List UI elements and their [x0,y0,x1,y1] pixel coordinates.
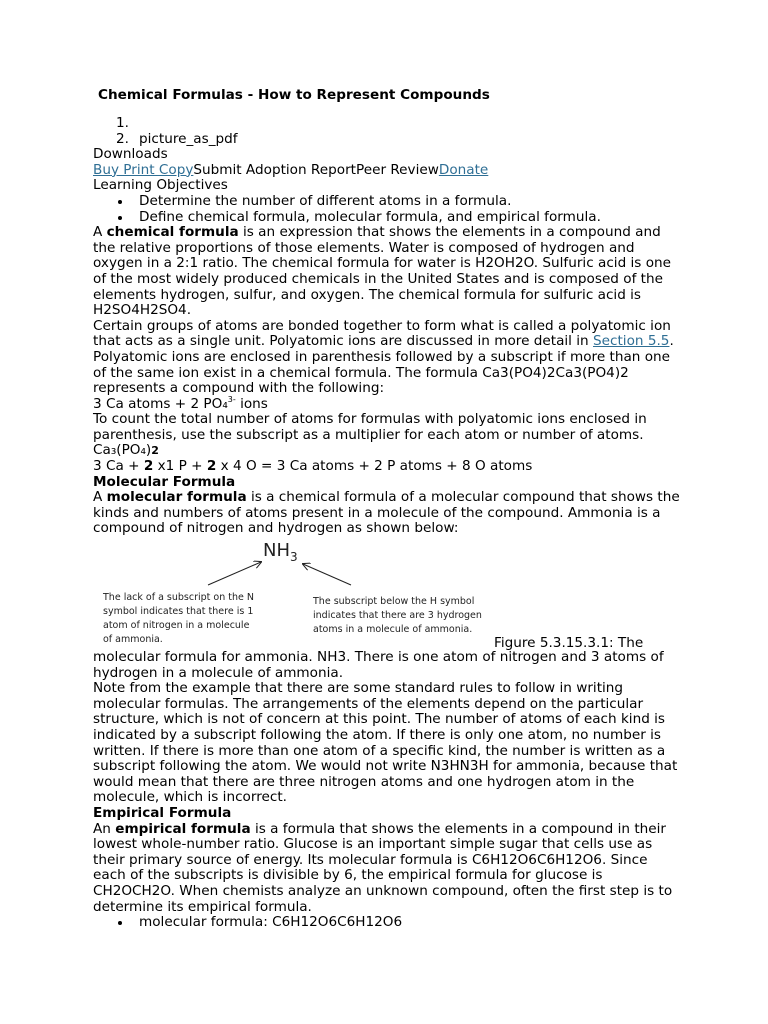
page-title: Chemical Formulas - How to Represent Compounds [98,87,490,103]
buy-print-copy-link[interactable]: Buy Print Copy [93,161,194,178]
right-arrow [303,564,351,585]
nh3-formula: $NH_3$ [263,540,298,565]
formula-line: Ca₃(PO₄)2 [93,442,159,459]
molecular-formula-term: molecular formula [106,489,247,506]
left-note-line: atom of nitrogen in a molecule [103,620,250,632]
peer-review-link[interactable]: Peer Review [356,161,439,178]
right-note-line: indicates that there are 3 hydrogen [313,610,482,622]
left-arrow [208,562,261,585]
toolbar-list [93,116,683,147]
left-note-line: of ammonia. [103,634,163,646]
toolbar-item-pdf[interactable]: 2. picture_as_pdf [116,130,238,147]
ammonia-diagram [93,540,683,650]
empirical-formula-paragraph: An empirical formula is a formula that shows the elements in a compound in their lowest whole-number ratio. Glucose is an important simple sugar that cells use as their primary source of energy. Its molecular formula is C6H12O6C6H12O6. Since each of the subscripts is divisible by 6, the empirical formula for glucose is CH2OCH2O. When chemists analyze an unknown compound, often the first step is to determine its empirical formula. [93,820,673,915]
right-note-line: The subscript below the H symbol [313,596,475,608]
left-note-line: symbol indicates that there is 1 [103,606,254,618]
learning-objectives-list [93,194,683,225]
empirical-formula-heading: Empirical Formula [93,804,232,821]
chemical-formula-paragraph: A chemical formula is an expression that shows the elements in a compound and the relative proportions of those elements. Water is composed of hydrogen and oxygen in a 2:1 ratio. The chemical formula for water is H2OH2O. Sulfuric acid is one of the most widely produced chemicals in the United States and is composed of the elements hydrogen, sulfur, and oxygen. The chemical formula for sulfuric acid is H2SO4H2SO4. [93,224,672,319]
pdf-icon-label: picture_as_pdf [139,130,238,147]
downloads-label: Downloads [93,146,168,163]
list-item: Define chemical formula, molecular formula, and empirical formula. [139,210,683,226]
article [93,87,683,931]
section-5-5-link[interactable]: Section 5.5 [593,333,670,350]
list-item: Determine the number of different atoms in a formula. [139,194,683,210]
learning-objectives-heading: Learning Objectives [93,177,228,194]
figure-caption-label: Figure 5.3.15.3.1: The [494,635,644,652]
atom-count-line: 3 Ca + 2 x1 P + 2 x 4 O = 3 Ca atoms + 2 P atoms + 8 O atoms [93,458,533,475]
toolbar-item-1[interactable]: 1. [116,115,129,131]
chemical-formula-term: chemical formula [106,224,239,241]
list-item: molecular formula: C6H12O6C6H12O6 [139,915,683,931]
ammonia-figure [93,540,683,650]
rules-paragraph: Note from the example that there are some standard rules to follow in writing molecular formulas. The arrangements of the elements depend on the particular structure, which is not of concern at this point. The number of atoms of each kind is indicated by a subscript following the atom. If there is only one atom, no number is written. If there is more than one atom of a specific kind, the number is written as a subscript following the atom. We would not write N3HN3H for ammonia, because that would mean that there are three nitrogen atoms and one hydrogen atom in the molecule, which is incorrect. [93,680,678,806]
donate-link[interactable]: Donate [438,161,489,178]
right-note-line: atoms in a molecule of ammonia. [313,624,473,636]
counting-paragraph: To count the total number of atoms for formulas with polyatomic ions enclosed in parenthesis, use the subscript as a multiplier for each atom or number of atoms. [93,411,647,443]
figure-caption: molecular formula for ammonia. NH3. There is one atom of nitrogen and 3 atoms of hydrogen in a molecule of ammonia. [93,649,664,681]
formula-list [93,915,683,931]
molecular-formula-paragraph: A molecular formula is a chemical formula of a molecular compound that shows the kinds and numbers of atoms present in a molecule of the compound. Ammonia is a compound of nitrogen and hydrogen as shown below: [93,489,680,537]
action-links [93,163,683,179]
molecular-formula-heading: Molecular Formula [93,473,236,490]
submit-adoption-report-link[interactable]: Submit Adoption Report [193,161,356,178]
empirical-formula-term: empirical formula [115,820,251,837]
left-note-line: The lack of a subscript on the N [103,592,254,604]
ions-line: 3 Ca atoms + 2 PO₄$^{3-}$ ions [93,394,268,412]
polyatomic-paragraph: Certain groups of atoms are bonded together to form what is called a polyatomic ion that acts as a single unit. Polyatomic ions are discussed in more detail in Section 5.5. Polyatomic ions are enclosed in parenthesis followed by a subscript if more than one of the same ion exist in a chemical formula. The formula Ca3(PO4)2Ca3(PO4)2 represents a compound with the following: [93,317,674,397]
